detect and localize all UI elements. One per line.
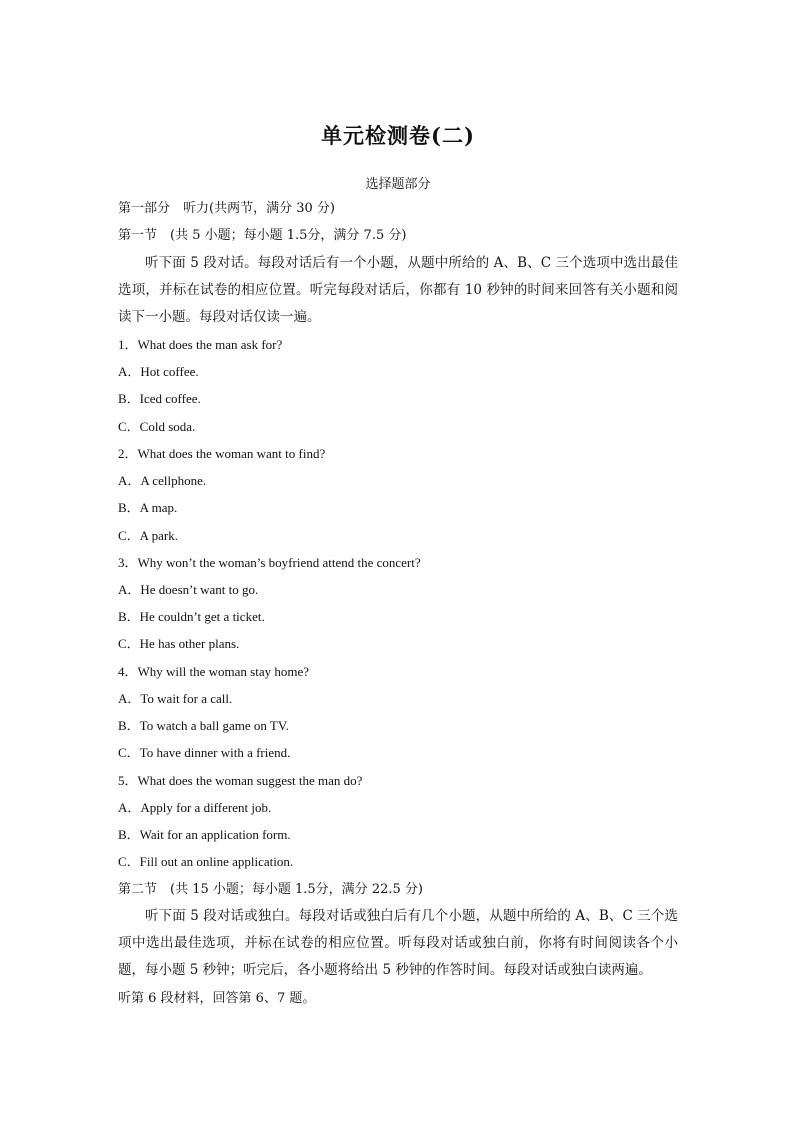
- question-2-option-b: B．A map.: [118, 500, 178, 515]
- question-4-option-b: B．To watch a ball game on TV.: [118, 718, 289, 733]
- question-3-stem: 3．Why won’t the woman’s boyfriend attend the concert?: [118, 555, 421, 570]
- section1-heading: 第一节 (共 5 小题；每小题 1.5分，满分 7.5 分): [118, 228, 407, 243]
- section2-heading: 第二节 (共 15 小题；每小题 1.5分，满分 22.5 分): [118, 882, 423, 897]
- section2-instructions: 听下面 5 段对话或独白。每段对话或独白后有几个小题，从题中所给的 A、B、C 三个选项中选出最佳选项，并标在试卷的相应位置。听每段对话或独白前，你将有时间阅读各个小题，每小题 5 秒钟；听完后，各小题将给出 5 秒钟的作答时间。每段对话或独白读两遍。: [118, 908, 678, 979]
- question-4-stem: 4．Why will the woman stay home?: [118, 664, 309, 679]
- question-1-option-c: C．Cold soda.: [118, 419, 196, 434]
- question-1-stem: 1．What does the man ask for?: [118, 337, 283, 352]
- section-subtitle: 选择题部分: [365, 177, 431, 192]
- question-3-option-b: B．He couldn’t get a ticket.: [118, 609, 265, 624]
- question-2-option-c: C．A park.: [118, 528, 178, 543]
- question-2-option-a: A．A cellphone.: [118, 473, 207, 488]
- part1-heading: 第一部分 听力(共两节，满分 30 分): [118, 201, 335, 216]
- question-3-option-c: C．He has other plans.: [118, 636, 240, 651]
- question-5-option-c: C．Fill out an online application.: [118, 854, 294, 869]
- question-3-option-a: A．He doesn’t want to go.: [118, 582, 259, 597]
- question-4-option-a: A．To wait for a call.: [118, 691, 233, 706]
- question-5-option-b: B．Wait for an application form.: [118, 827, 291, 842]
- question-2-stem: 2．What does the woman want to find?: [118, 446, 326, 461]
- question-5-option-a: A．Apply for a different job.: [118, 800, 272, 815]
- question-4-option-c: C．To have dinner with a friend.: [118, 745, 291, 760]
- question-1-option-a: A．Hot coffee.: [118, 364, 199, 379]
- question-5-stem: 5．What does the woman suggest the man do?: [118, 773, 363, 788]
- material-prompt: 听第 6 段材料，回答第 6、7 题。: [118, 991, 316, 1006]
- question-1-option-b: B．Iced coffee.: [118, 391, 201, 406]
- page-title: 单元检测卷(二): [321, 123, 475, 148]
- section1-instructions: 听下面 5 段对话。每段对话后有一个小题，从题中所给的 A、B、C 三个选项中选出最佳选项，并标在试卷的相应位置。听完每段对话后，你都有 10 秒钟的时间来回答有关小题和阅读下一小题。每段对话仅读一遍。: [118, 255, 678, 326]
